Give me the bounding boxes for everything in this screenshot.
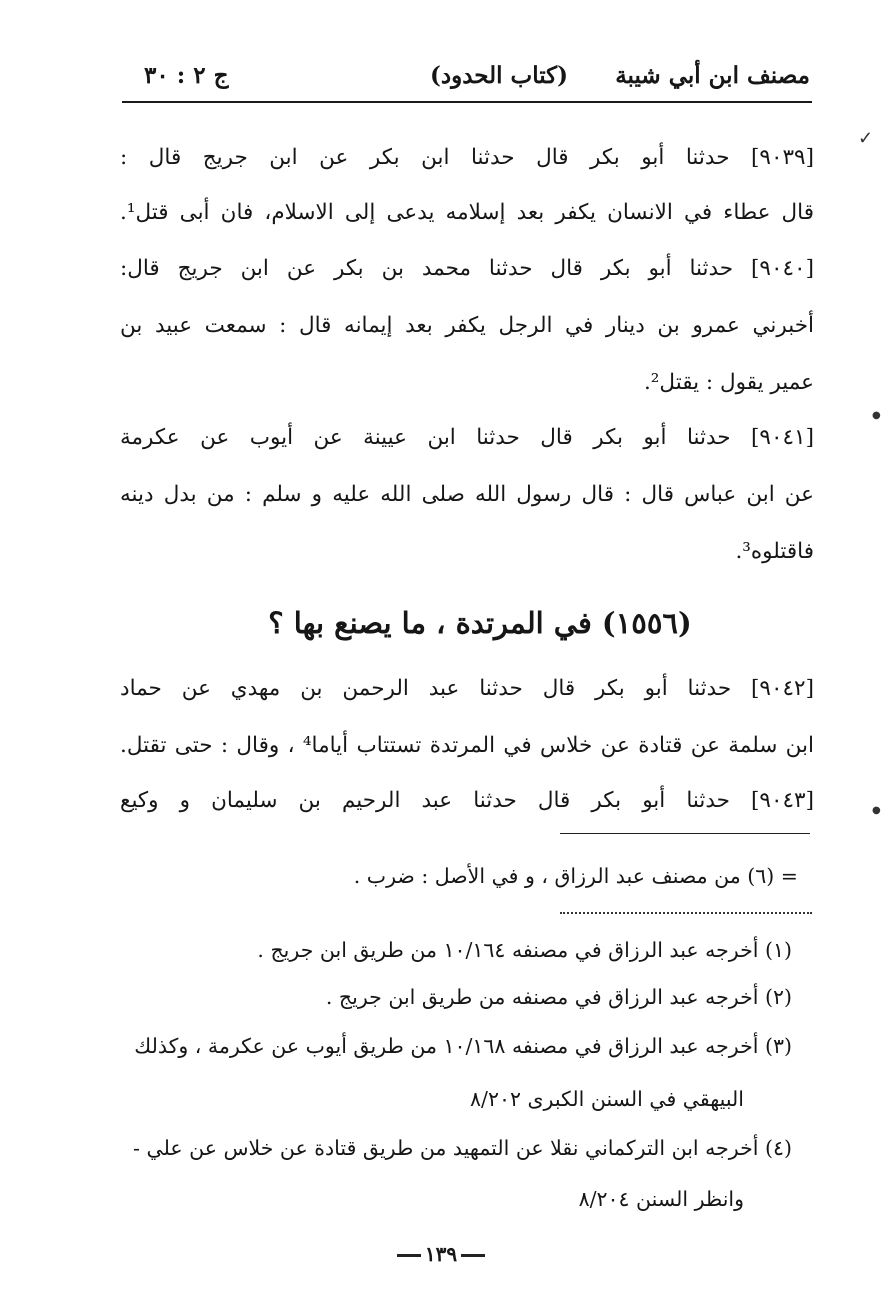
footnote: (١) أخرجه عبد الرزاق في مصنفه ١٠/١٦٤ من طريق ابن جريج . [257,938,792,962]
footnote-continuation: وانظر السنن ٨/٢٠٤ [578,1187,744,1211]
dash-mark [397,1254,421,1257]
text-line: ابن سلمة عن قتادة عن خلاس في المرتدة تستتاب أياما⁴ ، وقال : حتى تقتل. [120,733,814,758]
footnote-continuation: البيهقي في السنن الكبرى ٨/٢٠٢ [470,1087,744,1111]
footnote: (٢) أخرجه عبد الرزاق في مصنفه من طريق ابن جريج . [325,985,792,1009]
text-line: قال عطاء في الانسان يكفر بعد إسلامه يدعى إلى الاسلام، فان أبى قتل¹. [120,200,814,225]
text-line: [٩٠٣٩] حدثنا أبو بكر قال حدثنا ابن بكر عن ابن جريج قال : [120,145,814,170]
footnote-divider [560,912,812,914]
text-line: عمير يقول : يقتل². [643,370,814,395]
book-title: مصنف ابن أبي شيبة [615,62,810,89]
footnote-continued: = (٦) من مصنف عبد الرزاق ، و في الأصل : ضرب . [353,864,798,888]
margin-dot: ● [872,410,881,421]
running-header [122,52,810,98]
footnote: (٣) أخرجه عبد الرزاق في مصنفه ١٠/١٦٨ من طريق أيوب عن عكرمة ، وكذلك [134,1034,792,1058]
page-number-value: ١٣٩ [424,1242,458,1266]
text-line: [٩٠٤١] حدثنا أبو بكر قال حدثنا ابن عيينة عن أيوب عن عكرمة [120,425,814,450]
text-line: أخبرني عمرو بن دينار في الرجل يكفر بعد إيمانه قال : سمعت عبيد بن [120,313,814,338]
dash-mark [461,1254,485,1257]
text-line: عن ابن عباس قال : قال رسول الله صلى الله عليه و سلم : من بدل دينه [120,482,814,507]
text-line: فاقتلوه³. [735,539,814,564]
volume-page-ref: ج ٢ : ٣٠ [144,62,229,89]
margin-dot: ● [872,805,881,816]
margin-mark: ✓ [858,128,874,149]
page-number [0,1242,882,1266]
chapter-heading: (١٥٥٦) في المرتدة ، ما يصنع بها ؟ [268,606,692,640]
text-line: [٩٠٤٠] حدثنا أبو بكر قال حدثنا محمد بن بكر عن ابن جريج قال: [120,256,814,281]
footnote: (٤) أخرجه ابن التركماني نقلا عن التمهيد من طريق قتادة عن خلاس عن علي - [133,1136,792,1160]
footnote-separator [560,833,810,834]
header-rule [122,101,812,103]
section-title: (كتاب الحدود) [430,62,568,89]
text-line: [٩٠٤٢] حدثنا أبو بكر قال حدثنا عبد الرحمن بن مهدي عن حماد [120,676,814,701]
text-line: [٩٠٤٣] حدثنا أبو بكر قال حدثنا عبد الرحيم بن سليمان و وكيع [120,788,814,813]
